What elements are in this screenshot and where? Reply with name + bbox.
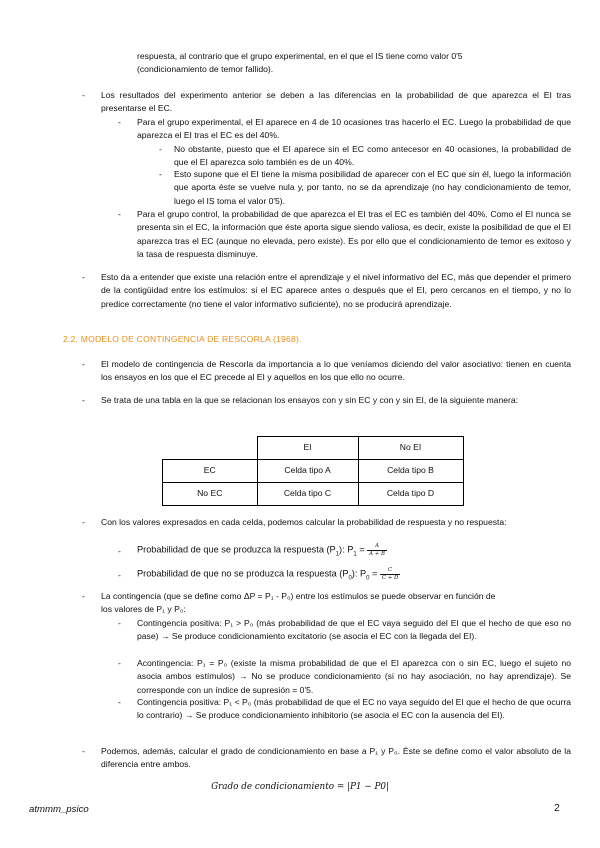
intro-line-1: respuesta, al contrario que el grupo experimental, en el que el IS tiene como valor 0'5 [137,51,463,61]
page-number: 2 [554,802,560,814]
bullet-marker: - [118,697,121,707]
table-cell: Celda tipo D [358,483,463,506]
bullet-marker: - [118,570,121,580]
bullet-results: Los resultados del experimento anterior se deben a las diferencias en la probabilidad de que aparezca el EI tras presentarse el EC. [101,90,571,114]
fraction-p1: $\frac{A}{A + B}$ [369,543,385,557]
bullet-relacion: Esto da a entender que existe una relación entre el aprendizaje y el nivel informativo del EC, más que depender el primero de la contigüidad entre los estímulos: si el EC aparece antes o después que el EI, pero cercanos en el tiempo, y no lo predice correctamente (no tiene el valor informativo suficiente), no se producirá aprendizaje. [101,272,571,309]
table-cell: Celda tipo A [257,460,358,483]
bullet-marker: - [82,746,85,756]
formula-grado-condicionamiento: Grado de condicionamiento = |P1 − P0| [211,782,389,792]
table-header-cell: No EI [358,437,463,460]
fraction-p0: $\frac{C}{C + D}$ [381,567,399,581]
bullet-marker: - [82,90,85,100]
bullet-tabla: Se trata de una tabla en la que se relacionan los ensayos con y sin EC y con y sin EI, de la siguiente manera: [101,395,519,405]
sub-sub-bullet-esto-supone: Esto supone que el EI tiene la misma posibilidad de aparecer con el EC que sin él, luego la información que aporta éste se vuelve nula y, por tanto, no se da aprendizaje (no hay condicionamiento de temor, luego el IS toma el valor 0'5). [174,169,571,206]
bullet-marker: - [118,209,121,219]
intro-line-2: (condicionamiento de temor fallido). [137,64,274,75]
table-cell: Celda tipo B [358,460,463,483]
formula-p0: Probabilidad de que no se produzca la respuesta $(P_0)$: $P_0$ = $\frac{C}{C + D}$ [137,567,399,582]
table-header-row [163,437,464,460]
table-row-label: No EC [163,483,258,506]
bullet-marker: - [159,169,162,179]
contingency-table [162,436,464,506]
bullet-marker: - [82,395,85,405]
bullet-marker: - [82,359,85,369]
sub-bullet-control: Para el grupo control, la probabilidad de que aparezca el EI tras el EC es también del 40%. Como el EI nunca se presenta sin el EC, la información que éste aporta sigue siendo valiosa, es decir, existe la posibilidad de que el EI aparezca tras el EC (aunque no elevada, pero existe). Es por ello que el condicionamiento de temor es exitoso y la tasa de respuesta disminuye. [137,209,571,260]
table-row-label: EC [163,460,258,483]
bullet-marker: - [118,618,121,628]
bullet-marker: - [159,144,162,154]
contingency-neutral: Acontingencia: P₁ = P₀ (existe la misma probabilidad de que el EI aparezca con o sin EC, luego el sujeto no asocia ambos estímulos) → No se produce condicionamiento (si no hay asociación, no hay aprendizaje). Se corresponde con un índice de supresión = 0'5. [137,658,572,695]
intro-paragraph [137,50,571,77]
bullet-marker: - [118,546,121,556]
table-row [163,483,464,506]
table-row [163,460,464,483]
bullet-grado: Podemos, además, calcular el grado de condicionamiento en base a P₁ y P₀. Éste se define como el valor absoluto de la diferencia entre ambos. [101,746,571,770]
bullet-modelo: El modelo de contingencia de Rescorla da importancia a lo que veníamos diciendo del valor asociativo: tienen en cuenta los ensayos en los que el EC precede al EI y aquellos en los que ello no ocurre. [101,359,571,383]
bullet-contingencia: La contingencia (que se define como ΔP = P₁ - P₀) entre los estímulos se puede observar en función de los valores de P₁ y P₀: [101,591,496,615]
table-corner-cell [163,437,258,460]
sub-bullet-experimental: Para el grupo experimental, el EI aparece en 4 de 10 ocasiones tras hacerlo el EC. Luego la probabilidad de que aparezca el EI tras el EC es del 40%. [137,117,571,141]
section-heading: 2.2. MODELO DE CONTINGENCIA DE RESCORLA (1968). [63,334,302,344]
formula-p1: Probabilidad de que se produzca la respuesta $(P_1)$: $P_1$ = $\frac{A}{A + B}$ [137,543,385,558]
bullet-calcular: Con los valores expresados en cada celda, podemos calcular la probabilidad de respuesta y no respuesta: [101,517,507,527]
bullet-marker: - [82,272,85,282]
contingency-negative: Contingencia positiva: P₁ < P₀ (más probabilidad de que el EC no vaya seguido del EI que el hecho de que ocurra lo contrario) → Se produce condicionamiento inhibitorio (se asocia el EC con la ausencia del EI). [137,697,571,721]
bullet-marker: - [82,591,85,601]
contingency-positive: Contingencia positiva: P₁ > P₀ (más probabilidad de que el EC vaya seguido del EI que el hecho de que eso no pase) → Se produce condicionamiento excitatorio (se asocia el EC con la llegada del EI). [137,618,571,642]
table-cell: Celda tipo C [257,483,358,506]
table-header-cell: EI [257,437,358,460]
bullet-marker: - [118,117,121,127]
sub-sub-bullet-no-obstante: No obstante, puesto que el EI aparece sin el EC como antecesor en 40 ocasiones, la probabilidad de que el EI aparezca solo también es de un 40%. [174,144,571,168]
footer-author: atmmm_psico [29,804,89,815]
bullet-marker: - [82,517,85,527]
bullet-marker: - [118,658,121,668]
